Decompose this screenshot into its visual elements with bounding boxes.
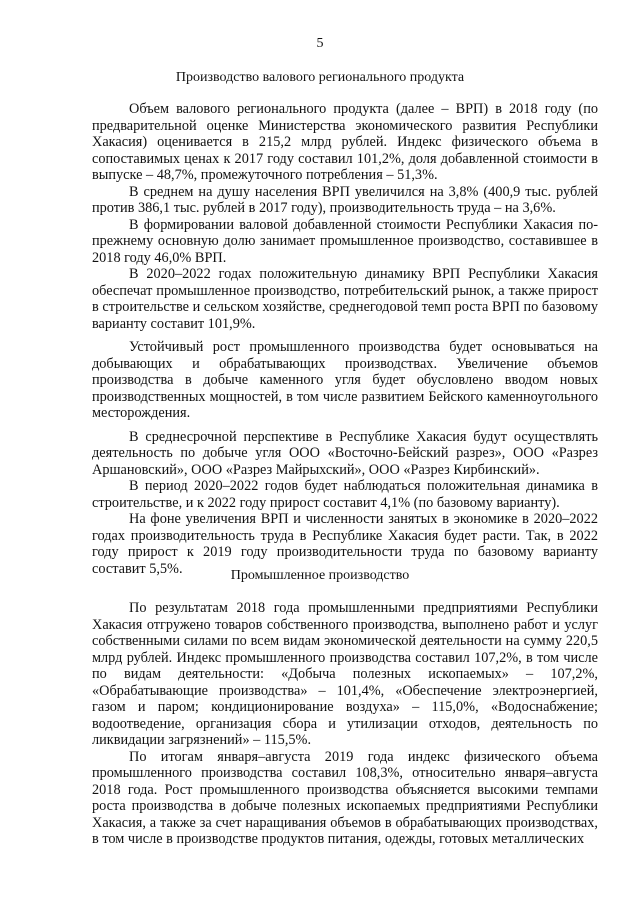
- section-title-industry: Промышленное производство: [230, 568, 410, 583]
- paragraph: В период 2020–2022 годов будет наблюдаться положительная динамика в строительстве, и к 2022 году прирост составит 4,1% (по базовому варианту).: [92, 478, 598, 511]
- section-title-grp: Производство валового регионального продукта: [175, 70, 465, 85]
- paragraph: По результатам 2018 года промышленными предприятиями Республики Хакасия отгружено товаров собственного производства, выполнено работ и услуг собственными силами по всем видам экономической деятельности на сумму 220,5 млрд рублей. Индекс промышленного производства составил 107,2%, в том числе по видам деятельности: «Добыча полезных ископаемых» – 107,2%, «Обрабатывающие производства» – 101,4%, «Обеспечение электроэнергией, газом и паром; кондиционирование воздуха» – 115,0%, «Водоснабжение; водоотведение, организация сбора и утилизации отходов, деятельность по ликвидации загрязнений» – 115,5%.: [92, 600, 598, 748]
- page-number: 5: [316, 36, 324, 51]
- paragraph: На фоне увеличения ВРП и численности занятых в экономике в 2020–2022 годах производительность труда в Республике Хакасия будет расти. Так, в 2022 году прирост к 2019 году производительности труда по базовому варианту составит 5,5%.: [92, 511, 598, 577]
- paragraph: В среднем на душу населения ВРП увеличился на 3,8% (400,9 тыс. рублей против 386,1 тыс. рублей в 2017 году), производительность труда – на 3,6%.: [92, 183, 598, 216]
- paragraph: В формировании валовой добавленной стоимости Республики Хакасия по-прежнему основную долю занимает промышленное производство, составившее в 2018 году 46,0% ВРП.: [92, 216, 598, 266]
- paragraph: По итогам января–августа 2019 года индекс физического объема промышленного производства составил 108,3%, относительно января–августа 2018 года. Рост промышленного производства объясняется высокими темпами роста производства в добыче полезных ископаемых предприятиями Республики Хакасия, а также за счет наращивания объемов в обрабатывающих производствах, в том числе в производстве продуктов питания, одежды, готовых металлических: [92, 748, 598, 847]
- paragraph: Устойчивый рост промышленного производства будет основываться на добывающих и обрабатывающих производствах. Увеличение объемов производства в добыче каменного угля будет обусловлено вводом новых производственных мощностей, в том числе развитием Бейского каменноугольного месторождения.: [92, 339, 598, 421]
- paragraph: В 2020–2022 годах положительную динамику ВРП Республики Хакасия обеспечат промышленное производство, потребительский рынок, а также прирост в строительстве и сельском хозяйстве, среднегодовой темп роста ВРП по базовому варианту составит 101,9%.: [92, 266, 598, 332]
- paragraph: Объем валового регионального продукта (далее – ВРП) в 2018 году (по предварительной оценке Министерства экономического развития Республики Хакасия) оценивается в 215,2 млрд рублей. Индекс физического объема в сопоставимых ценах к 2017 году составил 101,2%, доля добавленной стоимости в выпуске – 48,7%, промежуточного потребления – 51,3%.: [92, 101, 598, 183]
- section-grp-body: [92, 101, 598, 577]
- paragraph: В среднесрочной перспективе в Республике Хакасия будут осуществлять деятельность по добыче угля ООО «Восточно-Бейский разрез», ООО «Разрез Аршановский», ООО «Разрез Майрыхский», ООО «Разрез Кирбинский».: [92, 428, 598, 478]
- section-industry-body: [92, 600, 598, 848]
